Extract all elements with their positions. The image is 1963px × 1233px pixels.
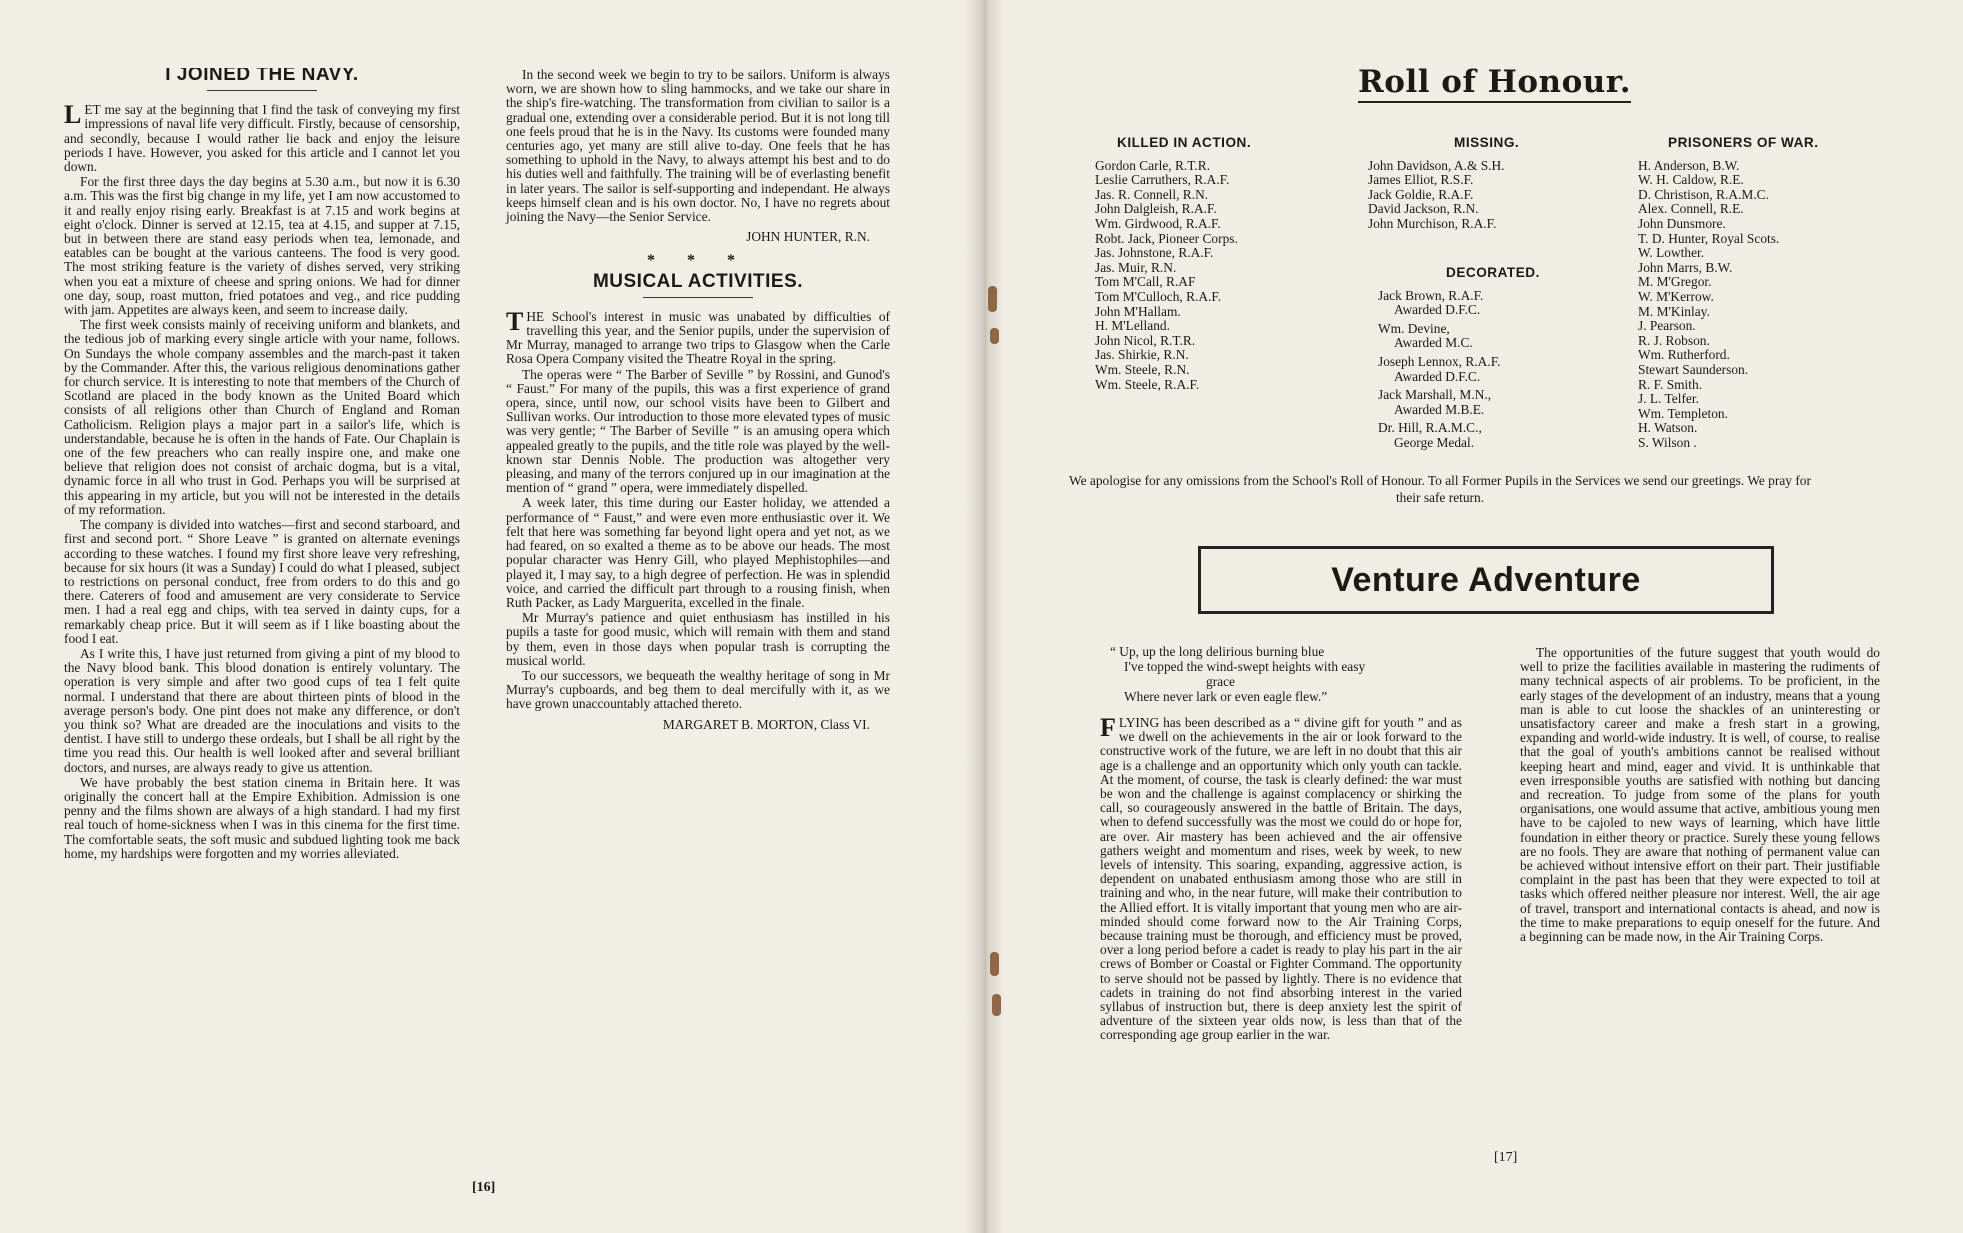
- list-item: Wm. Rutherford.: [1638, 347, 1730, 363]
- staple-rust-mark: [992, 994, 1001, 1016]
- decorated-item: Jack Marshall, M.N., Awarded M.B.E.: [1378, 387, 1492, 417]
- page-number-17: [17]: [1494, 1150, 1518, 1165]
- venture-paragraph-1: FLYING has been described as a “ divine gift for youth ” and as we dwell on the achievements in the air or look forward to the constructive work of the future, we are left in no doubt that this air age is a challenge and an opportunity which only youth can tackle. At the moment, of course, the task is clearly defined: the war must be won and the challenge is against complacency or shirking the call, so courageously answered in the battle of Britain. The days, when to defend successfully was the most we could do or hope for, are over. Air mastery has been achieved and the air offensive gathers weight and momentum and rises, week by week, to new levels of intensity. This soaring, expanding, aggressive action, is dependent on unabated enthusiasm among those who are still in training and who, in the near future, will make their contribution to the Allied effort. It is vitally important that young men who are air-minded should come forward now to the Air Training Corps, because training must be thorough, and efficiency must be proved, over a long period before a cadet is ready to play his part in the air crews of Bomber or Coastal or Fighter Command. The opportunity to serve should not be passed by lightly. There is no evidence that cadets in training do not find absorbing interest in the varied syllabus of instruction but, there is deep anxiety lest the spirit of adventure of the sixteen year olds now, is less than that of the corresponding age group earlier in the war.: [1100, 716, 1462, 1043]
- list-item: R. J. Robson.: [1638, 332, 1710, 348]
- list-item: S. Wilson .: [1638, 434, 1697, 450]
- decorated-heading: DECORATED.: [1446, 265, 1540, 280]
- list-item: J. L. Telfer.: [1638, 391, 1699, 407]
- list-item: Jack Goldie, R.A.F.: [1368, 186, 1474, 202]
- venture-title: Venture Adventure: [1331, 560, 1641, 599]
- navy-dropcap: L: [64, 100, 82, 130]
- prisoners-of-war-list: [1638, 136, 1819, 450]
- killed-heading: KILLED IN ACTION.: [1117, 135, 1252, 150]
- list-item: John M'Hallam.: [1095, 303, 1181, 319]
- navy-title: I JOINED THE NAVY.: [165, 68, 359, 85]
- list-item: John Marrs, B.W.: [1638, 259, 1733, 275]
- page-16: [0, 0, 980, 1233]
- list-item: W. M'Kerrow.: [1638, 288, 1714, 304]
- list-item: Wm. Girdwood, R.A.F.: [1095, 215, 1221, 231]
- poem-line: grace: [1206, 674, 1235, 689]
- navy-paragraph-3: The first week consists mainly of receiving uniform and blankets, and the tedious job of marking every single article with your name, follows. On Sundays the whole company assembles and the march-past it taken by the Commander. After this, the various religious denominations gather for church service. It is interesting to note that members of the Church of Scotland are placed in the body known as the United Board which consists of all religions other than Church of England and Roman Catholicism. Religion plays a major part in a sailor's life, which is understandable, because he is often in the hands of Fate. Our Chaplain is one of the few preachers who can really inspire one, and make one believe that religion does not consist of archaic dogma, but is a vital, dynamic force in all who trust in God. Perhaps you will be surprised at this appearing in my article, but you will not be interested in the details of my reformation.: [64, 317, 460, 517]
- roll-apology-note: We apologise for any omissions from the School's Roll of Honour. To all Former Pupils in the Services we send our greetings. We pray for their safe return.: [1069, 473, 1811, 505]
- decorated-item: Dr. Hill, R.A.M.C., George Medal.: [1378, 420, 1482, 450]
- list-item: T. D. Hunter, Royal Scots.: [1638, 230, 1780, 246]
- venture-column-1: [1100, 716, 1462, 1144]
- list-item: John Murchison, R.A.F.: [1368, 215, 1497, 231]
- decorated-item: Wm. Devine, Awarded M.C.: [1378, 320, 1473, 351]
- list-item: R. F. Smith.: [1638, 376, 1703, 392]
- list-item: W. H. Caldow, R.E.: [1638, 172, 1744, 188]
- navy-column-1: [64, 68, 460, 1170]
- list-item: Tom M'Call, R.AF: [1095, 274, 1196, 290]
- killed-in-action-list: [1095, 136, 1251, 392]
- poem-quote: [1110, 644, 1365, 704]
- music-dropcap: T: [506, 306, 524, 336]
- navy-paragraph-7: In the second week we begin to try to be sailors. Uniform is always worn, we are shown how to sling hammocks, and we take our share in the ship's fire-watching. The transformation from civilian to sailor is a gradual one, extending over a considerable period. But it is not long till one feels proud that he is in the Navy. Its customs were founded many centuries ago, yet many are still alive to-day. One feels that he has something to uphold in the Navy, to always attempt his best and to do his duties well and faithfully. The training will be of everlasting benefit in later years. The sailor is self-supporting and independant. He always keeps himself clean and is his own doctor. No, I have no regrets about joining the Navy—the Senior Service.: [506, 67, 890, 225]
- navy-paragraph-6: We have probably the best station cinema in Britain here. It was originally the concert hall at the Empire Exhibition. Admission is one penny and the films shown are always of a high standard. I had my first real touch of home-sickness when I was in this cinema for the first time. The comfortable seats, the soft music and subdued lighting took me back home, my hardships were forgotten and my worries alleviated.: [64, 774, 460, 861]
- list-item: M. M'Kinlay.: [1638, 303, 1710, 319]
- music-paragraph-3: A week later, this time during our Easter holiday, we attended a performance of “ Faust,” and were even more enthusiastic over it. We felt that here was something far beyond light opera and yet not, as we had feared, on so exalted a theme as to be above our heads. The most popular character was Henry Gill, who played Mephistophiles—and played it, I may say, to a high degree of perfection. He was in splendid voice, and carried the difficult part through to a rousing finish, when Ruth Packer, as Lady Marguerita, excelled in the finale.: [506, 495, 890, 610]
- list-item: H. Watson.: [1638, 420, 1698, 436]
- list-item: W. Lowther.: [1638, 245, 1705, 261]
- list-item: Jas. Johnstone, R.A.F.: [1095, 245, 1214, 261]
- navy-paragraph-2: For the first three days the day begins at 5.30 a.m., but now it is 6.30 a.m. This was the first big change in my life, yet I am now accustomed to it and really enjoy rising early. Breakfast is at 7.15 and work begins at eight o'clock. Dinner is served at 12.15, tea at 4.15, and supper at 7.15, but in between there are stand easy periods when tea, lemonade, and eatables can be bought at the various canteens. The food is very good. The most striking feature is the variety of dishes served, very striking when you eat a mixture of cheese and spring onions. We had for dinner one day, soup, roast mutton, fried potatoes and veg., and rice pudding with jam. Appetites are always keen, and seem to increase daily.: [64, 174, 460, 318]
- list-item: H. Anderson, B.W.: [1638, 157, 1740, 173]
- list-item: John Dalgleish, R.A.F.: [1095, 201, 1217, 217]
- list-item: John Dunsmore.: [1638, 215, 1726, 231]
- list-item: J. Pearson.: [1638, 318, 1696, 334]
- list-item: D. Christison, R.A.M.C.: [1638, 186, 1769, 202]
- staple-rust-mark: [988, 286, 997, 312]
- staple-rust-mark: [990, 328, 999, 344]
- list-item: Robt. Jack, Pioneer Corps.: [1095, 230, 1238, 246]
- poem-line: Where never lark or even eagle flew.”: [1124, 689, 1328, 704]
- page-17: [980, 0, 1963, 1233]
- decorated-item: Joseph Lennox, R.A.F. Awarded D.F.C.: [1378, 353, 1501, 384]
- music-paragraph-5: To our successors, we bequeath the wealthy heritage of song in Mr Murray's cupboards, and beg them to deal mercifully with it, as we have grown unaccountably attached thereto.: [506, 667, 890, 712]
- page-number-16: [16]: [472, 1180, 496, 1195]
- poem-line: “ Up, up the long delirious burning blue: [1110, 644, 1325, 659]
- binding-gutter: [965, 0, 1005, 1233]
- navy-paragraph-1: LET me say at the beginning that I find the task of conveying my first impressions of naval life very difficult. Firstly, because of censorship, and secondly, because I would rather lie back and enjoy the leisure periods I have. However, you asked for this article and I cannot let you down.: [64, 100, 460, 175]
- venture-paragraph-2: The opportunities of the future suggest that youth would do well to prize the facilities available in mastering the rudiments of many technical aspects of air problems. To be proficient, in the early stages of the development of an industry, means that a young man is able to cut loose the shackles of an uninteresting or unsatisfactory career and make a fresh start in a growing, expanding and world-wide industry. It is well, of course, to realise that the goal of youth's ambitions cannot be realised without keeping heart and mind, eager and vivid. It is unthinkable that even irresponsible youths are satisfied with nothing but dancing and recreation. To judge from some of the plans for youth organisations, one would assume that active, ambitious young men have to be cajoled to new ways of learning, which have little foundation in either theory or practice. Surely these young fellows are no fools. They are aware that nothing of permanent value can be achieved without intensive effort on their part. Their justifiable complaint in the past has been that they were expected to toil at tasks which offered neither pleasure nor interest. Well, the air age of travel, transport and international contacts is ahead, and now is the time to make preparations to equip oneself for the future. And a beginning can be made now, in the Air Training Corps.: [1520, 646, 1880, 945]
- venture-dropcap: F: [1100, 716, 1116, 742]
- decorated-list: [1378, 266, 1540, 455]
- list-item: James Elliot, R.S.F.: [1368, 172, 1474, 188]
- decorated-item: Jack Brown, R.A.F. Awarded D.F.C.: [1378, 287, 1484, 318]
- list-item: Tom M'Culloch, R.A.F.: [1095, 288, 1222, 304]
- prisoners-heading: PRISONERS OF WAR.: [1668, 135, 1819, 150]
- missing-heading: MISSING.: [1454, 135, 1520, 150]
- navy-column-2: [506, 68, 890, 732]
- music-paragraph-2: The operas were “ The Barber of Seville ” by Rossini, and Gunod's “ Faust.” For many of the pupils, this was a first experience of grand opera, since, until now, our school visits have been to Gilbert and Sullivan works. Our introduction to those more elevated types of music was very gentle; “ The Barber of Seville ” is an amusing opera which appealed greatly to the pupils, and the title role was played by the well-known star Dennis Noble. The production was altogether very pleasing, and many of the terrors conjured up in our imagination at the mention of “ grand ” opera, were immediately dispelled.: [506, 366, 890, 496]
- list-item: Jas. R. Connell, R.N.: [1095, 186, 1209, 202]
- list-item: Leslie Carruthers, R.A.F.: [1095, 172, 1230, 188]
- title-rule: [643, 297, 753, 298]
- list-item: Wm. Steele, R.N.: [1095, 361, 1190, 377]
- venture-column-2: [1520, 646, 1880, 1126]
- list-item: H. M'Lelland.: [1095, 318, 1170, 334]
- list-item: Wm. Steele, R.A.F.: [1095, 376, 1200, 392]
- navy-paragraph-5: As I write this, I have just returned from giving a pint of my blood to the Navy blood bank. This blood donation is entirely voluntary. The operation is very simple and after two good cups of tea I felt quite normal. I understand that there are about thirteen pints of blood in the average person's body. One pint does not make any difference, or don't you think so? What are dreaded are the inoculations and visits to the dentist. I have still to undergo these ordeals, but I shall be all right by the time you read this. Our health is well looked after and several brilliant doctors, and nurses, are always ready to give us attention.: [64, 645, 460, 775]
- music-title: MUSICAL ACTIVITIES.: [592, 270, 804, 292]
- list-item: John Davidson, A.& S.H.: [1368, 157, 1505, 173]
- navy-paragraph-4: The company is divided into watches—first and second starboard, and first and second port. “ Shore Leave ” is granted on alternate evenings according to these watches. I found my first shore leave very refreshing, because for six hours (it was a Sunday) I could do what I pleased, subject to restrictions on personal conduct, free from orders to do this and go there. Caterers of food and amusement are very considerate to Service men. I had a real egg and chips, with tea served in dainty cups, for a remarkably cheap price. But it will seem as if I like boasting about the food I eat.: [64, 517, 460, 646]
- section-separator: * * *: [647, 252, 749, 270]
- list-item: Stewart Saunderson.: [1638, 361, 1749, 377]
- music-paragraph-4: Mr Murray's patience and quiet enthusiasm has instilled in his pupils a taste for good music, which will remain with them and stand by them, even in those days when popular trash is corrupting the musical world.: [506, 610, 890, 668]
- list-item: Gordon Carle, R.T.R.: [1095, 157, 1211, 173]
- list-item: John Nicol, R.T.R.: [1095, 332, 1196, 348]
- roll-of-honour-title: Roll of Honour.: [1358, 64, 1631, 103]
- list-item: Wm. Templeton.: [1638, 405, 1728, 421]
- list-item: M. M'Gregor.: [1638, 274, 1712, 290]
- title-rule: [207, 90, 317, 91]
- list-item: Jas. Muir, R.N.: [1095, 259, 1177, 275]
- music-signature: MARGARET B. MORTON, Class VI.: [662, 716, 870, 732]
- poem-line: I've topped the wind-swept heights with easy: [1124, 659, 1366, 674]
- list-item: David Jackson, R.N.: [1368, 201, 1479, 217]
- list-item: Alex. Connell, R.E.: [1638, 201, 1744, 217]
- venture-title-box: [1198, 546, 1774, 614]
- music-paragraph-1: THE School's interest in music was unabated by difficulties of travelling this year, and the Senior pupils, under the supervision of Mr Murray, managed to arrange two trips to Glasgow when the Carle Rosa Opera Company visited the Theatre Royal in the spring.: [506, 306, 890, 367]
- navy-signature: JOHN HUNTER, R.N.: [746, 229, 870, 245]
- list-item: Jas. Shirkie, R.N.: [1095, 347, 1189, 363]
- missing-list: [1368, 136, 1519, 232]
- staple-rust-mark: [990, 952, 999, 976]
